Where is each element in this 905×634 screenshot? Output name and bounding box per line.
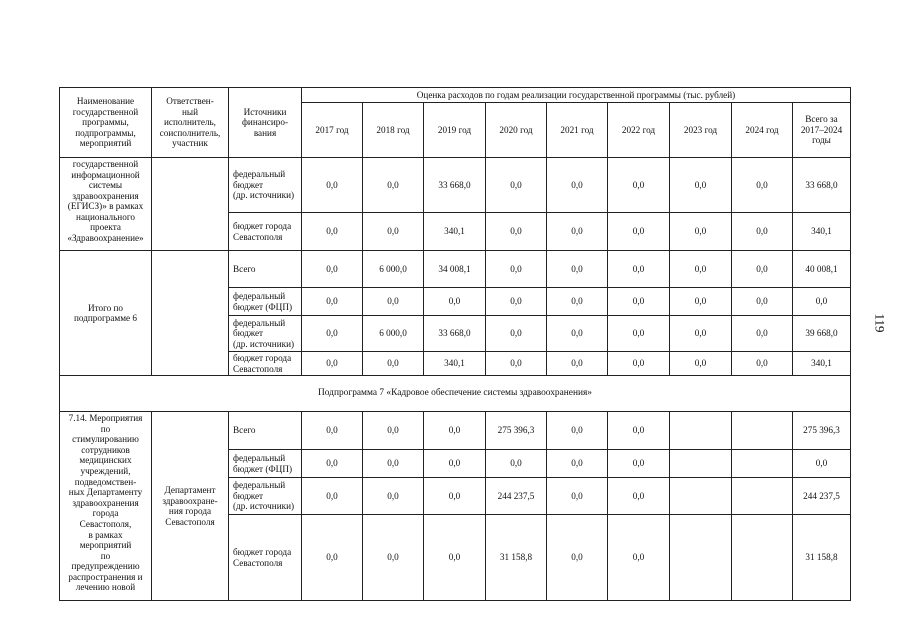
activity-name: 7.14. Мероприятия по стимулированию сотрудников медицинских учреждений, подведомствен- ных Департаменту здравоохранения города Севастополя, в рамках мероприятий по предупреждению распространения и лечению новой <box>60 412 152 601</box>
value-cell <box>732 478 793 515</box>
value-cell: 0,0 <box>547 478 608 515</box>
value-cell: 0,0 <box>547 251 608 288</box>
value-cell: 0,0 <box>670 251 732 288</box>
value-cell: 0,0 <box>670 158 732 213</box>
value-cell <box>732 515 793 601</box>
value-cell <box>670 515 732 601</box>
value-cell: 0,0 <box>486 316 547 352</box>
responsible-cell <box>152 251 229 376</box>
value-cell: 0,0 <box>424 450 486 478</box>
total-cell: 31 158,8 <box>793 515 851 601</box>
value-cell: 0,0 <box>547 352 608 376</box>
value-cell: 0,0 <box>732 213 793 251</box>
value-cell: 0,0 <box>547 213 608 251</box>
value-cell: 0,0 <box>732 158 793 213</box>
value-cell: 34 008,1 <box>424 251 486 288</box>
value-cell: 0,0 <box>363 412 424 450</box>
value-cell: 0,0 <box>608 158 670 213</box>
total-cell: 40 008,1 <box>793 251 851 288</box>
value-cell: 0,0 <box>302 158 363 213</box>
funding-source: федеральный бюджет (др. источники) <box>229 478 302 515</box>
funding-source: бюджет города Севастополя <box>229 515 302 601</box>
value-cell: 0,0 <box>608 288 670 316</box>
value-cell: 0,0 <box>608 450 670 478</box>
value-cell: 0,0 <box>363 352 424 376</box>
subtotal-name: Итого по подпрограмме 6 <box>60 251 152 376</box>
funding-source: бюджет города Севастополя <box>229 352 302 376</box>
header-source: Источники финансиро- вания <box>229 88 302 158</box>
value-cell: 244 237,5 <box>486 478 547 515</box>
value-cell: 0,0 <box>732 251 793 288</box>
section-title: Подпрограмма 7 «Кадровое обеспечение системы здравоохранения» <box>60 376 851 412</box>
value-cell: 0,0 <box>486 251 547 288</box>
value-cell: 0,0 <box>486 288 547 316</box>
value-cell: 0,0 <box>547 450 608 478</box>
header-year: 2018 год <box>363 103 424 158</box>
value-cell: 0,0 <box>608 352 670 376</box>
header-year: 2017 год <box>302 103 363 158</box>
value-cell: 0,0 <box>547 158 608 213</box>
value-cell: 0,0 <box>486 158 547 213</box>
value-cell: 0,0 <box>547 412 608 450</box>
funding-source: федеральный бюджет (ФЦП) <box>229 288 302 316</box>
funding-source: Всего <box>229 251 302 288</box>
funding-source: федеральный бюджет (др. источники) <box>229 316 302 352</box>
value-cell: 0,0 <box>608 213 670 251</box>
value-cell: 0,0 <box>302 288 363 316</box>
value-cell: 0,0 <box>608 515 670 601</box>
header-name: Наименование государственной программы, подпрограммы, мероприятий <box>60 88 152 158</box>
total-cell: 39 668,0 <box>793 316 851 352</box>
value-cell: 0,0 <box>302 515 363 601</box>
value-cell: 0,0 <box>424 515 486 601</box>
value-cell: 0,0 <box>363 288 424 316</box>
budget-table <box>59 87 851 601</box>
total-cell: 0,0 <box>793 450 851 478</box>
funding-source: бюджет города Севастополя <box>229 213 302 251</box>
program-name: государственной информационной системы здравоохранения (ЕГИСЗ)» в рамках национального проекта «Здравоохранение» <box>60 158 152 251</box>
value-cell: 0,0 <box>302 412 363 450</box>
value-cell: 340,1 <box>424 352 486 376</box>
value-cell <box>732 412 793 450</box>
value-cell: 0,0 <box>302 352 363 376</box>
total-cell: 275 396,3 <box>793 412 851 450</box>
value-cell <box>670 412 732 450</box>
value-cell: 0,0 <box>670 288 732 316</box>
value-cell: 0,0 <box>732 352 793 376</box>
value-cell: 33 668,0 <box>424 316 486 352</box>
value-cell: 0,0 <box>547 515 608 601</box>
value-cell: 0,0 <box>302 450 363 478</box>
value-cell: 31 158,8 <box>486 515 547 601</box>
value-cell: 33 668,0 <box>424 158 486 213</box>
total-cell: 340,1 <box>793 352 851 376</box>
value-cell: 0,0 <box>670 316 732 352</box>
value-cell <box>670 450 732 478</box>
page-number: 119 <box>872 313 888 333</box>
value-cell: 0,0 <box>608 316 670 352</box>
total-cell: 0,0 <box>793 288 851 316</box>
value-cell: 0,0 <box>486 450 547 478</box>
value-cell: 0,0 <box>363 158 424 213</box>
value-cell: 0,0 <box>424 412 486 450</box>
header-year: 2022 год <box>608 103 670 158</box>
header-year: 2024 год <box>732 103 793 158</box>
value-cell: 0,0 <box>363 515 424 601</box>
value-cell: 275 396,3 <box>486 412 547 450</box>
value-cell: 0,0 <box>547 288 608 316</box>
header-responsible: Ответствен- ный исполнитель, соисполнитель, участник <box>152 88 229 158</box>
value-cell: 0,0 <box>732 316 793 352</box>
funding-source: федеральный бюджет (ФЦП) <box>229 450 302 478</box>
value-cell: 0,0 <box>670 213 732 251</box>
value-cell: 0,0 <box>547 316 608 352</box>
total-cell: 340,1 <box>793 213 851 251</box>
total-cell: 244 237,5 <box>793 478 851 515</box>
value-cell: 0,0 <box>608 251 670 288</box>
value-cell: 0,0 <box>486 213 547 251</box>
responsible-cell <box>152 158 229 251</box>
value-cell: 6 000,0 <box>363 251 424 288</box>
value-cell: 0,0 <box>302 213 363 251</box>
header-year: 2020 год <box>486 103 547 158</box>
value-cell: 0,0 <box>302 251 363 288</box>
value-cell: 6 000,0 <box>363 316 424 352</box>
value-cell: 0,0 <box>302 316 363 352</box>
value-cell: 0,0 <box>363 213 424 251</box>
value-cell: 0,0 <box>608 412 670 450</box>
responsible-executor: Департамент здравоохране- ния города Севастополя <box>152 412 229 601</box>
header-year: 2019 год <box>424 103 486 158</box>
value-cell: 0,0 <box>363 450 424 478</box>
value-cell <box>670 478 732 515</box>
funding-source: Всего <box>229 412 302 450</box>
header-year: 2021 год <box>547 103 608 158</box>
value-cell: 0,0 <box>732 288 793 316</box>
value-cell <box>732 450 793 478</box>
value-cell: 0,0 <box>486 352 547 376</box>
value-cell: 0,0 <box>363 478 424 515</box>
header-total: Всего за 2017–2024 годы <box>793 103 851 158</box>
value-cell: 0,0 <box>302 478 363 515</box>
value-cell: 340,1 <box>424 213 486 251</box>
value-cell: 0,0 <box>424 288 486 316</box>
value-cell: 0,0 <box>608 478 670 515</box>
funding-source: федеральный бюджет (др. источники) <box>229 158 302 213</box>
value-cell: 0,0 <box>424 478 486 515</box>
value-cell: 0,0 <box>670 352 732 376</box>
header-group-title: Оценка расходов по годам реализации государственной программы (тыс. рублей) <box>302 88 851 103</box>
total-cell: 33 668,0 <box>793 158 851 213</box>
header-year: 2023 год <box>670 103 732 158</box>
